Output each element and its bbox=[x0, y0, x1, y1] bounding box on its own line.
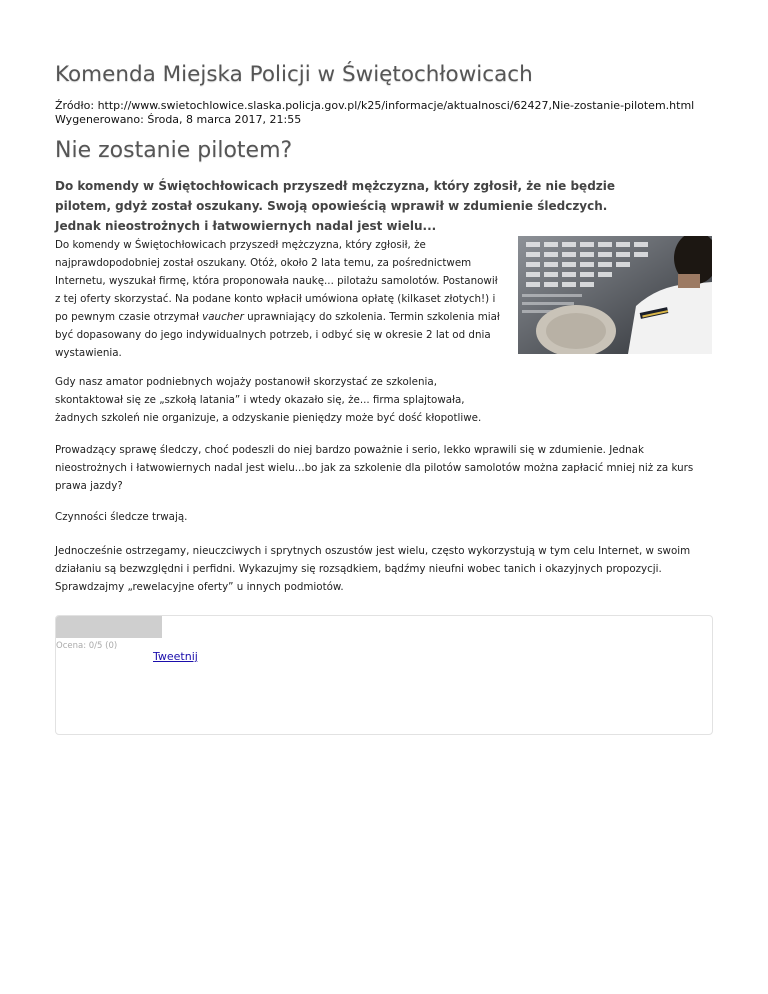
source-url: Źródło: http://www.swietochlowice.slaska.policja.gov.pl/k25/informacje/aktualnosci/62427,Nie-zostanie-pilotem.html bbox=[55, 99, 695, 112]
generated-date: Wygenerowano: Środa, 8 marca 2017, 21:55 bbox=[55, 113, 302, 126]
meta-info bbox=[55, 99, 694, 127]
paragraph-1-emphasis: vaucher bbox=[202, 311, 244, 323]
paragraph-1-text-b: uprawniający do szkolenia. Termin szkolenia miał być dopasowany do jego indywidualnych potrzeb, i odbyć się w okresie 2 lat od dnia wystawienia. bbox=[55, 311, 500, 359]
paragraph-1-text-a: Do komendy w Świętochłowicach przyszedł mężczyzna, który zgłosił, że najprawdopodobniej został oszukany. Otóż, około 2 lata temu, za pośrednictwem Internetu, wyszukał firmę, która proponowała naukę... pilotażu samolotów. Postanowił z tej oferty skorzystać. Na podane konto wpłacił umówiona opłatę (kilkaset złotych!) i po pewnym czasie otrzymał bbox=[55, 239, 498, 323]
rating-share-box bbox=[55, 615, 713, 735]
article-paragraph-1 bbox=[55, 236, 503, 362]
article-paragraph-5: Jednocześnie ostrzegamy, nieuczciwych i sprytnych oszustów jest wielu, często wykorzystują w tym celu Internet, w swoim działaniu są bezwzględni i perfidni. Wykazujmy się rozsądkiem, bądźmy nieufni wobec tanich i okazyjnych propozycji. Sprawdzajmy „rewelacyjne oferty” u innych podmiotów. bbox=[55, 545, 691, 593]
article-lead: Do komendy w Świętochłowicach przyszedł mężczyzna, który zgłosił, że nie będzie pilotem, gdyż został oszukany. Swoją opowieścią wprawił w zdumienie śledczych. Jednak nieostrożnych i łatwowiernych nadal jest wielu... bbox=[55, 179, 616, 233]
article-paragraph-4: Czynności śledcze trwają. bbox=[55, 511, 188, 523]
article-paragraph-2: Gdy nasz amator podniebnych wojaży postanowił skorzystać ze szkolenia, skontaktował się ze „szkołą latania” i wtedy okazało się, że... firma splajtowała, żadnych szkoleń nie organizuje, a odzyskanie pieniędzy może być dość kłopotliwe. bbox=[55, 376, 482, 424]
site-title: Komenda Miejska Policji w Świętochłowicach bbox=[55, 62, 533, 87]
rating-label: Ocena: 0/5 (0) bbox=[56, 641, 118, 651]
rating-stars-bar[interactable] bbox=[56, 616, 162, 638]
article-paragraph-3: Prowadzący sprawę śledczy, choć podeszli do niej bardzo poważnie i serio, lekko wprawili się w zdumienie. Jednak nieostrożnych i łatwowiernych nadal jest wielu...bo jak za szkolenie dla pilotów samolotów można zapłacić mniej niż za kurs prawa jazdy? bbox=[55, 444, 694, 492]
tweet-link[interactable]: Tweetnij bbox=[153, 650, 198, 663]
article-title: Nie zostanie pilotem? bbox=[55, 138, 293, 163]
cockpit-pilot-photo bbox=[518, 236, 712, 354]
